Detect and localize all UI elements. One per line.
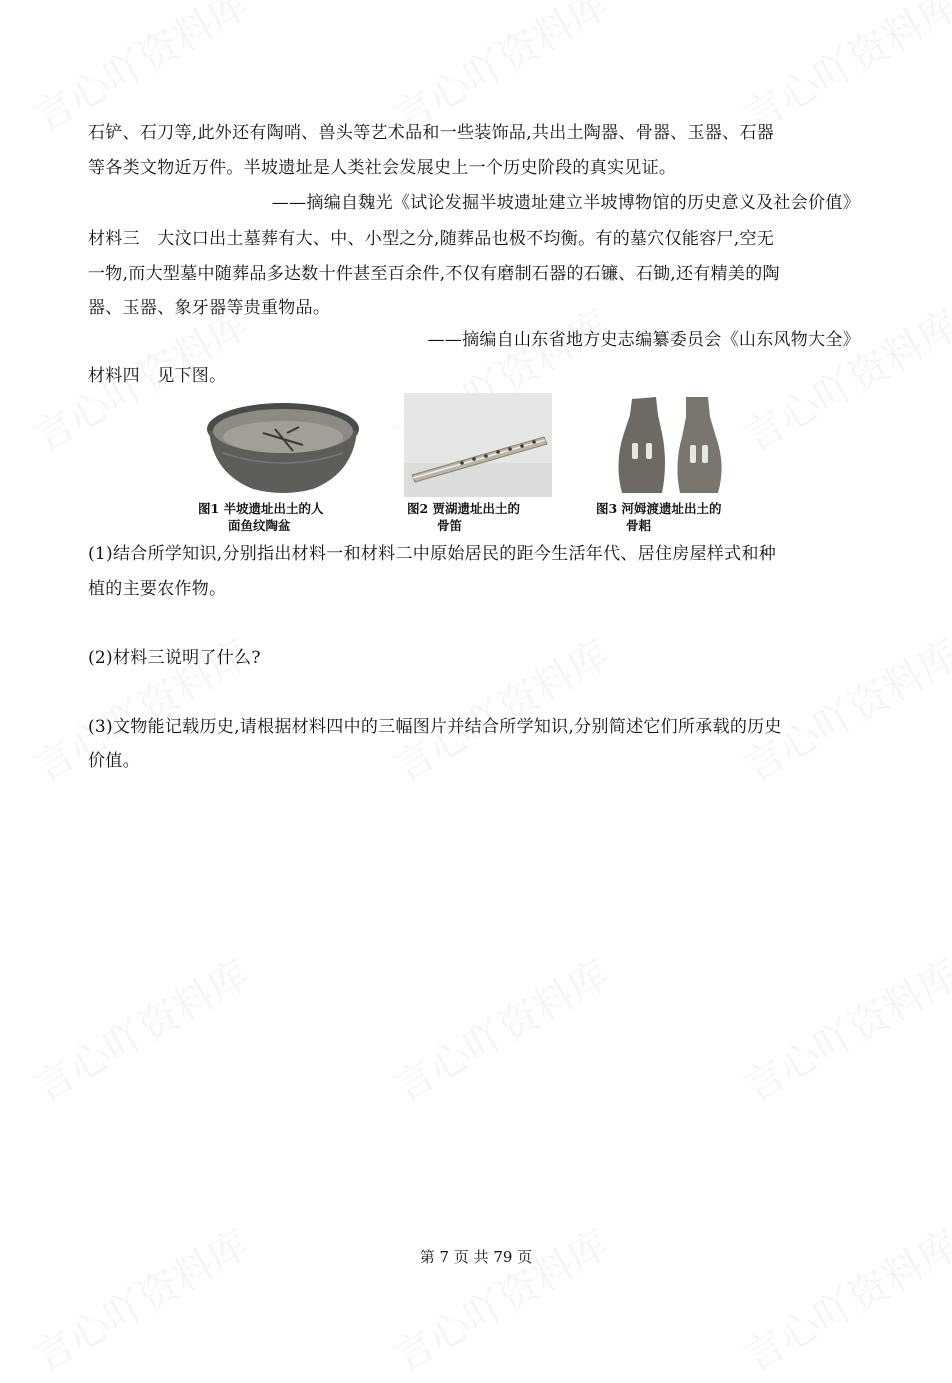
pottery-basin-photo xyxy=(203,393,363,497)
question-1-line: 植的主要农作物。 xyxy=(88,579,227,599)
page-number: 第 7 页 共 79 页 xyxy=(419,1248,533,1266)
material3-text-line: 器、玉器、象牙器等贵重物品。 xyxy=(88,298,331,318)
material3-source: ——摘编自山东省地方史志编纂委员会《山东风物大全》 xyxy=(427,330,860,350)
material3-text-line: 一物,而大型墓中随葬品多达数十件甚至百余件,不仅有磨制石器的石镰、石锄,还有精美的陶 xyxy=(88,264,780,284)
watermark xyxy=(382,624,618,793)
figure2-caption xyxy=(407,500,520,534)
material2-source: ——摘编自魏光《试论发掘半坡遗址建立半坡博物馆的历史意义及社会价值》 xyxy=(271,193,860,213)
material2-text-line: 石铲、石刀等,此外还有陶哨、兽头等艺术品和一些装饰品,共出土陶器、骨器、玉器、石器 xyxy=(88,123,775,143)
figure1-caption-line: 图1 半坡遗址出土的人 xyxy=(198,501,324,516)
material3-text-line: 材料三 大汶口出土墓葬有大、中、小型之分,随葬品也极不均衡。有的墓穴仅能容尸,空无 xyxy=(88,229,775,249)
question-2: (2)材料三说明了什么? xyxy=(88,648,261,668)
figure3-caption-line: 图3 河姆渡遗址出土的 xyxy=(596,501,722,516)
question-3-line: (3)文物能记载历史,请根据材料四中的三幅图片并结合所学知识,分别简述它们所承载的历史 xyxy=(88,717,782,737)
question-1-line: (1)结合所学知识,分别指出材料一和材料二中原始居民的距今生活年代、居住房屋样式和种 xyxy=(88,544,777,564)
figure1-caption-line: 面鱼纹陶盆 xyxy=(228,518,291,533)
watermark xyxy=(22,1214,258,1383)
question-3-line: 价值。 xyxy=(88,751,140,771)
figure2-caption-line: 骨笛 xyxy=(437,518,463,533)
watermark xyxy=(732,624,952,793)
figure1-caption xyxy=(198,500,324,534)
watermark xyxy=(22,944,258,1113)
watermark xyxy=(732,944,952,1113)
watermark xyxy=(732,294,952,463)
figure3-caption-line: 骨耜 xyxy=(626,518,652,533)
watermark xyxy=(382,1214,618,1383)
figure2-caption-line: 图2 贾湖遗址出土的 xyxy=(407,501,521,516)
material4-intro: 材料四 见下图。 xyxy=(88,366,227,386)
bone-spade-photo xyxy=(612,393,742,497)
material2-text-line: 等各类文物近万件。半坡遗址是人类社会发展史上一个历史阶段的真实见证。 xyxy=(88,158,677,178)
bone-flute-photo xyxy=(404,393,552,497)
figure3-caption xyxy=(596,500,722,534)
watermark xyxy=(732,1214,952,1383)
watermark xyxy=(382,944,618,1113)
